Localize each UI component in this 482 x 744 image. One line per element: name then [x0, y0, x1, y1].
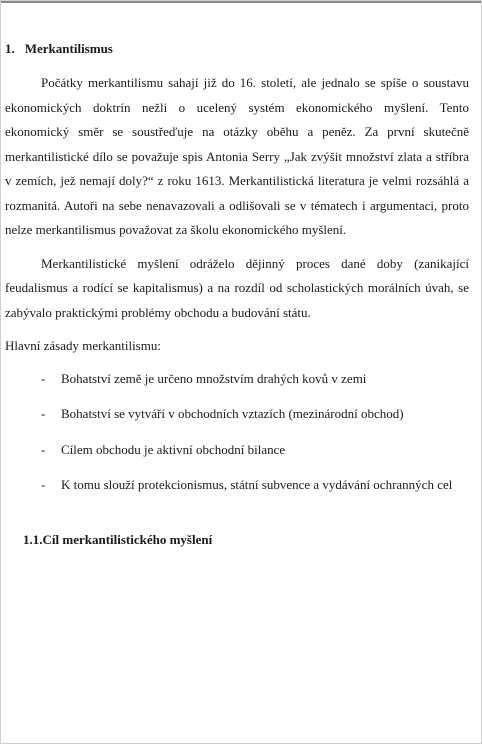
subsection-heading: 1.1.Cíl merkantilistického myšlení: [23, 531, 213, 547]
list-dash: -: [41, 441, 46, 457]
list-dash: -: [41, 477, 46, 492]
list-item-text: Bohatství se vytváří v obchodních vztazích (mezinárodní obchod): [61, 406, 404, 421]
page-top-border: [1, 1, 481, 7]
chapter-number: 1.: [5, 41, 15, 56]
list-dash: -: [41, 406, 46, 421]
paragraph-1: Počátky merkantilismu sahají již do 16. století, ale jednalo se spíše o soustavu ekonomických doktrín nežli o ucelený systém ekonomického myšlení. Tento ekonomický směr se soustřeďuje na otázky oběhu a peněz. Za první skutečně merkantilistické dílo se považuje spis Antonia Serry „Jak zvýšit množství zlata a stříbra v zemích, jež nemají doly?“ z roku 1613. Merkantilistická literatura je velmi rozsáhlá a rozmanitá. Autoři na sebe nenavazovali a odlišovali se v tématech i argumentaci, proto nelze merkantilismus považovat za školu ekonomického myšlení.: [5, 75, 469, 237]
list-item-text: K tomu slouží protekcionismus, státní subvence a vydávání ochranných cel: [61, 477, 453, 492]
list-item-text: Bohatství země je určeno množstvím drahých kovů v zemi: [61, 370, 367, 386]
list-item: [5, 402, 469, 427]
principles-list: [5, 367, 469, 498]
principles-intro: Hlavní zásady merkantilismu:: [5, 338, 161, 353]
list-item-text: Cílem obchodu je aktivní obchodní bilance: [61, 441, 286, 457]
chapter-title: Merkantilismus: [24, 41, 113, 56]
paragraph-2: Merkantilistické myšlení odráželo dějinný proces dané doby (zanikající feudalismus a rodící se kapitalismus) a na rozdíl od scholastických morálních úvah, se zabývalo praktickými problémy obchodu a budování státu.: [5, 255, 469, 320]
list-dash: -: [41, 370, 46, 386]
list-item: [5, 438, 469, 463]
list-item: [5, 473, 469, 498]
list-item: [5, 367, 469, 392]
document-body[interactable]: [5, 37, 469, 552]
chapter-heading: [5, 37, 469, 61]
